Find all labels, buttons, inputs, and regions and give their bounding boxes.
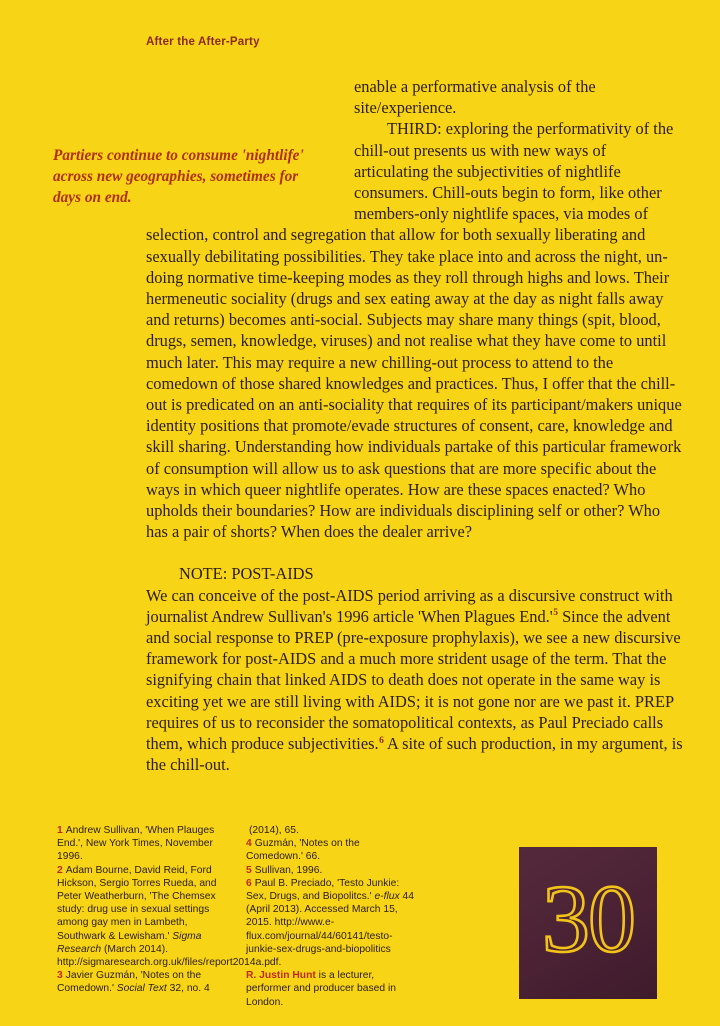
footnote-item — [57, 824, 231, 864]
footnote-text: (2014), 65. — [249, 825, 299, 836]
pull-quote-wrap-spacer — [146, 76, 354, 206]
footnote-text: Sullivan, 1996. — [254, 864, 323, 876]
footnote-item — [246, 837, 417, 863]
footnote-number: 5 — [246, 864, 252, 876]
footnote-item — [246, 877, 417, 956]
footnote-number: 6 — [246, 877, 252, 889]
footnote-marker-6[interactable]: 6 — [379, 735, 384, 746]
footnotes-region — [57, 824, 417, 1009]
main-text-column — [146, 76, 684, 776]
footnote-item — [57, 969, 231, 995]
footnote-text: Paul B. Preciado, 'Testo Junkie: Sex, Drugs, and Biopolitcs.' — [246, 877, 400, 903]
note-heading: NOTE: POST-AIDS — [179, 564, 314, 584]
pull-quote: Partiers continue to consume 'nightlife' across new geographies, sometimes for days on end. — [53, 147, 304, 206]
neon-page-number-graphic — [528, 863, 648, 983]
footnote-text: Andrew Sullivan, 'When Plauges End.', New York Times, November 1996. — [57, 825, 215, 863]
page-number-text: 30 — [542, 865, 634, 972]
footnote-item-continuation — [246, 824, 417, 837]
footnote-text: Adam Bourne, David Reid, Ford Hickson, Sergio Torres Rueda, and Peter Weatherburn, 'The Chemsex study: drug use in sexual settings among gay men in Lambeth, Southwark & Lewisham.' — [57, 864, 217, 942]
footnote-item — [246, 864, 417, 877]
author-bio — [246, 969, 417, 1009]
footnote-number: 4 — [246, 838, 252, 850]
paragraph-opening-line: enable a performative analysis of the site/experience. — [354, 77, 596, 118]
footnote-italic-title: Social Text — [116, 983, 167, 995]
footnote-text-tail: (March 2014). http://sigmaresearch.org.uk/files/report2014a.pdf. — [57, 943, 282, 969]
footnote-text-tail: 32, no. 4 — [166, 983, 210, 995]
author-name: R. Justin Hunt — [246, 970, 316, 982]
note-text-part-2: Since the advent and social response to PREP (pre-exposure prophylaxis), we see a new discursive framework for post-AIDS and a much more strident usage of the term. That the signifying chain that linked AIDS to death does not operate in the same way is exciting yet we are still living with AIDS; it is not gone nor are we past it. PREP requires of us to reconsider the somatopolitical contexts, as Paul Preciado calls them, which produce subjectivities. — [146, 606, 681, 754]
footnote-number: 1 — [57, 825, 63, 836]
note-text-part-3: A site of such production, in my argument, is the chill-out. — [146, 734, 683, 775]
note-text-part-1: We can conceive of the post-AIDS period arriving as a discursive construct with journalist Andrew Sullivan's 1996 article 'When Plagues End.' — [146, 585, 673, 626]
running-head: After the After-Party — [146, 36, 260, 48]
paragraph-note-post-aids — [146, 585, 684, 776]
footnotes-column-right — [246, 824, 417, 1009]
footnote-text: Guzmán, 'Notes on the Comedown.' 66. — [246, 838, 360, 863]
footnote-item — [57, 864, 282, 970]
author-bio-text: is a lecturer, performer and producer based in London. — [246, 970, 396, 1008]
paragraph-third: THIRD: exploring the performativity of the chill-out presents us with new ways of articulating the subjectivities of nightlife consumers. Chill-outs begin to form, like other members-only nightlife spaces, via modes of selection, control and segregation that allow for both sexually liberating and sexually debilitating possibilities. They take place into and across the night, un-doing normative time-keeping modes as they roll through highs and lows. Their hermeneutic sociality (drugs and sex eating away at the day as night falls away and returns) becomes anti-social. Subjects may share many things (spit, blood, drugs, semen, knowledge, viruses) and not realise what they have come to until much later. This may require a new chilling-out process to attend to the comedown of those shared knowledges and practices. Thus, I offer that the chill-out is predicated on an anti-sociality that requires of its participant/makers unique identity positions that promote/evade structures of consent, care, knowledge and skill sharing. Understanding how individuals partake of this particular framework of consumption will allow us to ask questions that are more specific about the ways in which queer nightlife operates. How are these spaces enacted? Who upholds their boundaries? How are individuals disciplining self or other? Who has a pair of shorts? When does the dealer arrive? — [146, 119, 682, 542]
footnote-italic-title: Sigma Research — [57, 930, 202, 955]
footnote-number: 3 — [57, 970, 63, 982]
footnote-text: Javier Guzmán, 'Notes on the Comedown.' — [57, 970, 202, 995]
footnote-text-tail: 44 (April 2013). Accessed March 15, 2015. http://www.e-flux.com/journal/44/60141/testo-junkie-sex-drugs-and-biopolitics — [246, 891, 414, 955]
page-number-plate — [519, 847, 657, 999]
footnote-marker-5[interactable]: 5 — [553, 608, 558, 619]
footnote-italic-title: e-flux — [374, 891, 400, 903]
footnote-number: 2 — [57, 864, 63, 876]
